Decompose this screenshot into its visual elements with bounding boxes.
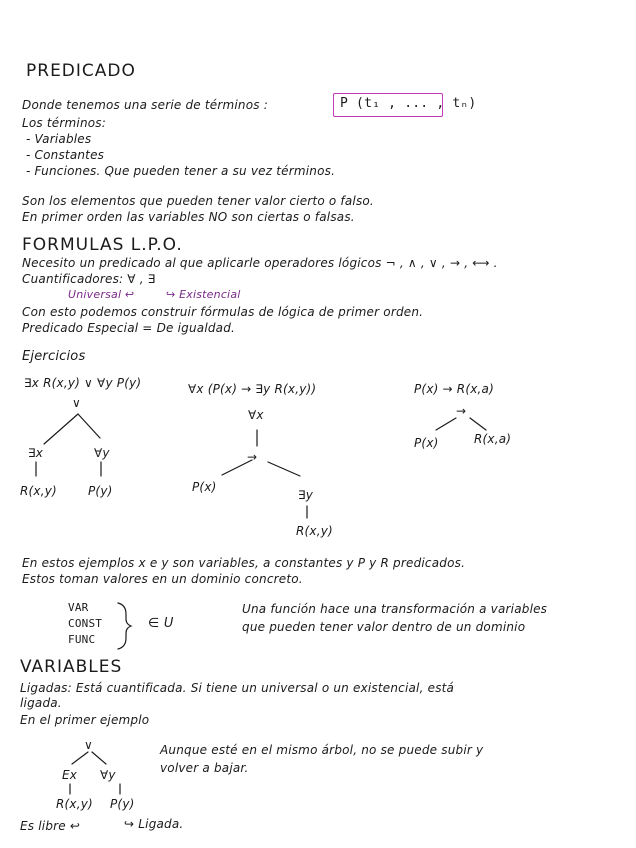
variables-note-2: volver a bajar. [160, 761, 249, 775]
var-tree-right-branch [92, 752, 106, 764]
examples-line-2: Estos toman valores en un dominio concreto. [22, 572, 303, 586]
tree2-arrow: → [247, 450, 258, 464]
var-tree-left-branch [72, 752, 88, 764]
member-of-universe: ∈ U [148, 616, 174, 631]
existencial-label: ↪ Existencial [166, 288, 241, 301]
tree2-root: ∀x [248, 408, 264, 422]
lpo-heading: FORMULAS L.P.O. [22, 235, 183, 255]
tree2-right-node: ∃y [298, 488, 314, 502]
var-tree-root: ∨ [84, 738, 93, 752]
tree1-left-node: ∃x [28, 446, 44, 460]
intro-line-2: Los términos: [22, 116, 106, 130]
lpo-line-1: Necesito un predicado al que aplicarle operadores lógicos ¬ , ∧ , ∨ , → , ⟷ . [22, 256, 498, 270]
function-note-1: Una función hace una transformación a variables [242, 602, 548, 616]
tree1-right-branch [78, 414, 100, 438]
var-tree-right-leaf: P(y) [110, 797, 135, 811]
tree2-left-node: P(x) [192, 480, 217, 494]
lpo-line-3: Con esto podemos construir fórmulas de lógica de primer orden. [22, 305, 424, 319]
lpo-line-2: Cuantificadores: ∀ , ∃ [22, 272, 156, 286]
universal-label: Universal ↩ [68, 288, 135, 301]
list-item: - Constantes [26, 148, 105, 162]
tree1-right-node: ∀y [94, 446, 110, 460]
predicate-formula: P (t₁ , ... , tₙ) [340, 96, 477, 111]
tree3-left-node: P(x) [414, 436, 439, 450]
set-item-var: VAR [68, 601, 89, 614]
ligada-label: ↪ Ligada. [124, 817, 184, 831]
formula-box [333, 93, 477, 117]
tree1-left-branch [44, 414, 78, 444]
variables-line-3: En el primer ejemplo [20, 713, 150, 727]
variables-note-1: Aunque esté en el mismo árbol, no se puede subir y [160, 743, 484, 757]
set-item-func: FUNC [68, 633, 96, 646]
tree3-arrow: → [456, 404, 467, 418]
tree1-formula: ∃x R(x,y) ∨ ∀y P(y) [24, 376, 142, 390]
variables-heading: VARIABLES [20, 657, 123, 677]
var-tree-right-node: ∀y [100, 768, 116, 782]
intro-line-1: Donde tenemos una serie de términos : [22, 98, 268, 112]
definition-line-1: Son los elementos que pueden tener valor cierto o falso. [22, 194, 374, 208]
set-brace [118, 603, 131, 649]
var-tree-left-node: Ex [62, 768, 78, 782]
libre-label: Es libre ↩ [20, 819, 81, 833]
lpo-line-4: Predicado Especial = De igualdad. [22, 321, 236, 335]
tree2-leaf: R(x,y) [296, 524, 333, 538]
tree1-left-leaf: R(x,y) [20, 484, 57, 498]
var-tree-left-leaf: R(x,y) [56, 797, 93, 811]
tree2-formula: ∀x (P(x) → ∃y R(x,y)) [188, 382, 317, 396]
set-item-const: CONST [68, 617, 103, 630]
function-note-2: que pueden tener valor dentro de un dominio [242, 620, 526, 634]
tree3-right-node: R(x,a) [474, 432, 512, 446]
list-item: - Funciones. Que pueden tener a su vez términos. [26, 164, 336, 178]
tree2-right-branch [268, 462, 300, 476]
tree3-formula: P(x) → R(x,a) [414, 382, 494, 396]
tree3-left-branch [436, 418, 456, 430]
variables-line-1: Ligadas: Está cuantificada. Si tiene un universal o un existencial, está [20, 681, 455, 695]
examples-line-1: En estos ejemplos x e y son variables, a constantes y P y R predicados. [22, 556, 466, 570]
definition-line-2: En primer orden las variables NO son ciertas o falsas. [22, 210, 355, 224]
tree1-right-leaf: P(y) [88, 484, 113, 498]
variables-line-2: ligada. [20, 696, 62, 710]
tree1-root: ∨ [72, 396, 81, 410]
page-title: PREDICADO [26, 61, 136, 81]
tree3-right-branch [470, 418, 486, 430]
list-item: - Variables [26, 132, 92, 146]
ejercicios-heading: Ejercicios [22, 349, 86, 364]
